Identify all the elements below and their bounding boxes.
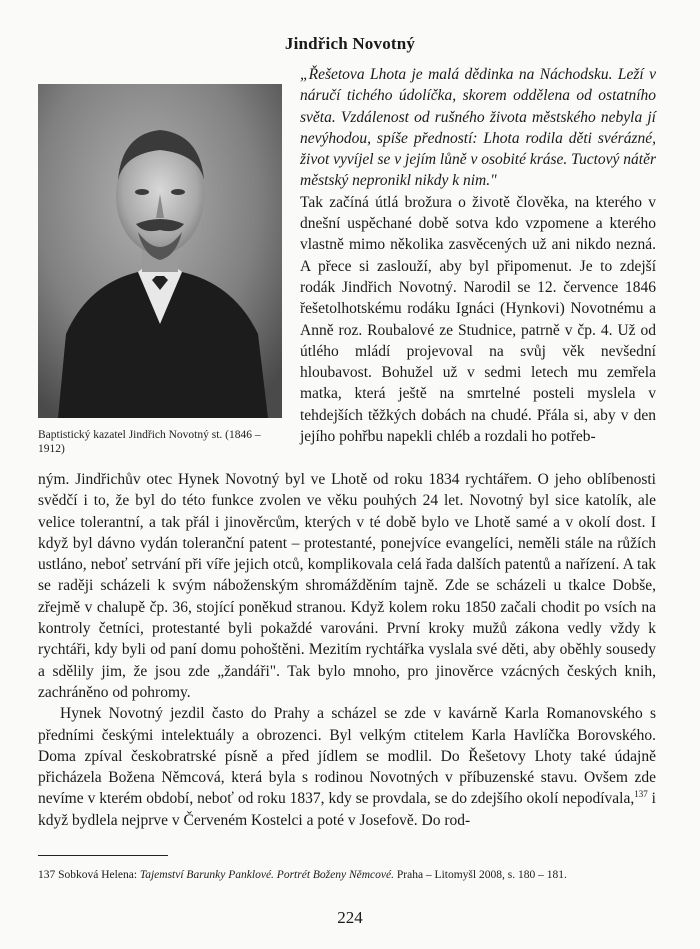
footnote-divider [38,855,168,856]
footnote-author: Sobková Helena: [58,869,138,881]
paragraph-1-part-2: ným. Jindřichův otec Hynek Novotný byl ve Lhotě od roku 1834 rychtářem. O jeho oblíbenosti svědčí i to, že byl do této funkce zvolen ve věku pouhých 24 let. Novotný byl sice katolík, ale velice tolerantní, a tak přál i jinověrcům, kterých v té době bylo ve Lhotě samé a v okolí dost. I když byl dávno vydán toleranční patent – protestanté, ponejvíce evangelíci, neměli stále na růžích ustláno, neboť setrvání při víře jejich otců, komplikovala celá řada dalších patentů a nařízení. A tak se raději scházeli k svým náboženským shromážděním tajně. Zde se scházeli u tkalce Dobše, zřejmě v chalupě čp. 36, stojící poněkud stranou. Když kolem roku 1850 začali chodit po vsích na kontroly četníci, protestanté byli pokaždé varováni. První kroky mužů zákona vedly vždy k rychtáři, kdy byli od paní domu pohoštěni. Mezitím rychtářka vyslala své děti, aby oběhly sousedy a sdělily jim, že jsou zde „žandáři". Tak bylo mnoho, pro jinověrce vzácných českých knih, zachráněno od pohromy. [38,471,656,701]
footnote-reference[interactable]: 137 [634,789,648,800]
page-title: Jindřich Novotný [284,34,416,53]
paragraph-2-continuation: i když bydlela nejprve v Červeném Kostelci a poté v Josefově. Do rod- [38,790,656,829]
portrait-photo [38,84,282,418]
paragraph-2 [38,703,656,831]
portrait-illustration [38,84,282,418]
footnote [38,868,658,882]
float-column-text [300,64,656,447]
footnote-work-title: Tajemství Barunky Panklové. Portrét Boženy Němcové. [139,869,394,881]
footnote-number: 137 [38,869,56,881]
photo-caption: Baptistický kazatel Jindřich Novotný st. (1846 – 1912) [38,429,261,455]
paragraph-2-text: Hynek Novotný jezdil často do Prahy a scházel se zde v kavárně Karla Romanovského s předními českými intelektuály a obrozenci. Byl velkým ctitelem Karla Havlíčka Borovského. Doma zpíval českobratrské písně a před jídlem se modlil. Do Řešetovy Lhoty také údajně přicházela Božena Němcová, která byla s rodinou Novotných v příbuzenské stavu. Ovšem zde nevíme v kterém období, neboť od roku 1837, kdy se provdala, se do zdejšího okolí nepodívala, [38,705,656,808]
footnote-details: Praha – Litomyšl 2008, s. 180 – 181. [396,869,567,881]
paragraph-1-part-1: Tak začíná útlá brožura o životě člověka, na kterého v dnešní uspěchané době sotva kdo vzpomene a kterého vlastně mimo několika zasvěcených už ani nikdo nezná. A přece si zaslouží, aby byl připomenut. Je to zdejší rodák Jindřich Novotný. Narodil se 12. července 1846 řešetolhotskému rodáku Ignáci (Hynkovi) Novotnému a Anně roz. Roubalové ze Studnice, patrně v čp. 4. Už od útlého mládí projevoval na svůj věk nevšední hloubavost. Bohužel už v sedmi letech mu zemřela matka, která ještě na smrtelné posteli myslela v tehdejších těžkých dobách na chudé. Přála si, aby v den jejího pohřbu napekli chléb a rozdali ho potřeb- [300,193,656,446]
opening-quote: „Řešetova Lhota je malá dědinka na Náchodsku. Leží v náručí tichého údolíčka, skorem oddělena od ostatního světa. Vzdálenost od rušného života městského nebyla jí nevýhodou, spíše předností: Lhota rodila děti svérázné, život vyvíjel se v jejím lůně v osobité kráse. Tuctový nátěr městský nepronikl nikdy k nim." [300,66,656,190]
full-width-text [38,469,656,831]
page-number: 224 [337,908,363,927]
